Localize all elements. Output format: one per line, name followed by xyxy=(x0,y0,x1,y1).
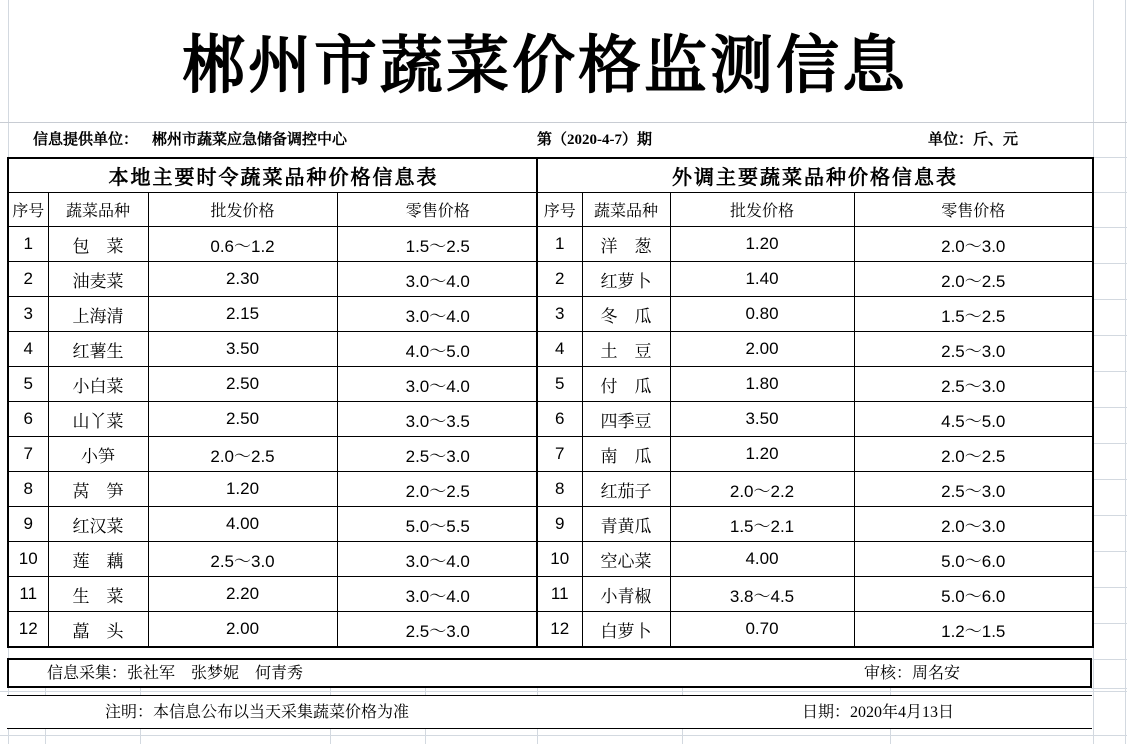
retail-price: 2.0～3.0 xyxy=(854,227,1093,262)
row-index: 10 xyxy=(537,542,582,577)
table-title: 本地主要时令蔬菜品种价格信息表 xyxy=(8,158,539,193)
row-index: 10 xyxy=(8,542,48,577)
row-index: 12 xyxy=(537,612,582,648)
retail-price: 5.0～6.0 xyxy=(854,542,1093,577)
row-index: 8 xyxy=(537,472,582,507)
table-row xyxy=(537,227,1093,262)
row-index: 5 xyxy=(537,367,582,402)
gridline xyxy=(1091,623,1127,624)
vegetable-name: 小白菜 xyxy=(48,367,148,402)
gridline xyxy=(1091,227,1127,228)
wholesale-price: 2.30 xyxy=(148,262,337,297)
wholesale-price: 2.50 xyxy=(148,402,337,437)
gridline xyxy=(1091,515,1127,516)
table-row xyxy=(537,612,1093,648)
gridline xyxy=(0,691,1127,692)
retail-price: 2.5～3.0 xyxy=(854,367,1093,402)
provider-label: 信息提供单位： xyxy=(33,132,139,148)
wholesale-price: 1.20 xyxy=(670,227,854,262)
retail-price: 3.0～4.0 xyxy=(337,367,539,402)
column-header: 序号 xyxy=(8,193,48,227)
unit-label: 单位：斤、元 xyxy=(928,132,1019,148)
reviewer-text: 审核：周名安 xyxy=(864,665,961,682)
column-header: 零售价格 xyxy=(337,193,539,227)
vegetable-name: 小青椒 xyxy=(582,577,670,612)
gridline xyxy=(1091,371,1127,372)
wholesale-price: 3.50 xyxy=(670,402,854,437)
table-row xyxy=(8,577,539,612)
retail-price: 3.0～4.0 xyxy=(337,542,539,577)
table-row xyxy=(8,297,539,332)
wholesale-price: 3.8～4.5 xyxy=(670,577,854,612)
table-row xyxy=(537,507,1093,542)
row-index: 6 xyxy=(8,402,48,437)
table-row xyxy=(537,262,1093,297)
wholesale-price: 2.0～2.5 xyxy=(148,437,337,472)
imported-prices-table xyxy=(536,157,1094,648)
wholesale-price: 4.00 xyxy=(670,542,854,577)
issue-number: 第（2020-4-7）期 xyxy=(537,132,652,148)
table-row xyxy=(8,262,539,297)
retail-price: 3.0～4.0 xyxy=(337,577,539,612)
vegetable-name: 小笋 xyxy=(48,437,148,472)
table-row xyxy=(8,542,539,577)
retail-price: 5.0～5.5 xyxy=(337,507,539,542)
table-header-row xyxy=(8,193,539,227)
row-index: 12 xyxy=(8,612,48,648)
table-row xyxy=(537,402,1093,437)
wholesale-price: 4.00 xyxy=(148,507,337,542)
vegetable-name: 生 菜 xyxy=(48,577,148,612)
retail-price: 1.5～2.5 xyxy=(337,227,539,262)
vegetable-name: 白萝卜 xyxy=(582,612,670,648)
retail-price: 3.0～4.0 xyxy=(337,262,539,297)
collectors-text: 信息采集：张社军 张梦妮 何青秀 xyxy=(47,665,304,682)
vegetable-name: 红茄子 xyxy=(582,472,670,507)
wholesale-price: 2.20 xyxy=(148,577,337,612)
row-index: 5 xyxy=(8,367,48,402)
wholesale-price: 2.50 xyxy=(148,367,337,402)
retail-price: 3.0～4.0 xyxy=(337,297,539,332)
wholesale-price: 1.20 xyxy=(670,437,854,472)
wholesale-price: 2.00 xyxy=(148,612,337,648)
gridline xyxy=(1091,192,1127,193)
wholesale-price: 0.70 xyxy=(670,612,854,648)
row-index: 3 xyxy=(537,297,582,332)
wholesale-price: 1.80 xyxy=(670,367,854,402)
info-bar xyxy=(0,122,1127,158)
vegetable-name: 冬 瓜 xyxy=(582,297,670,332)
retail-price: 4.0～5.0 xyxy=(337,332,539,367)
table-row xyxy=(537,367,1093,402)
table-row xyxy=(537,437,1093,472)
table-row xyxy=(8,507,539,542)
gridline xyxy=(1091,407,1127,408)
wholesale-price: 2.00 xyxy=(670,332,854,367)
retail-price: 2.5～3.0 xyxy=(337,612,539,648)
row-index: 2 xyxy=(537,262,582,297)
vegetable-name: 红薯生 xyxy=(48,332,148,367)
vegetable-name: 莲 藕 xyxy=(48,542,148,577)
retail-price: 2.0～2.5 xyxy=(854,262,1093,297)
wholesale-price: 3.50 xyxy=(148,332,337,367)
vegetable-name: 洋 葱 xyxy=(582,227,670,262)
row-index: 7 xyxy=(8,437,48,472)
gridline xyxy=(0,735,1127,736)
column-header: 蔬菜品种 xyxy=(48,193,148,227)
table-row xyxy=(8,437,539,472)
row-index: 4 xyxy=(537,332,582,367)
date-text: 日期：2020年4月13日 xyxy=(802,704,955,721)
vegetable-name: 青黄瓜 xyxy=(582,507,670,542)
table-row xyxy=(537,297,1093,332)
retail-price: 2.5～3.0 xyxy=(854,332,1093,367)
row-index: 6 xyxy=(537,402,582,437)
page-title: 郴州市蔬菜价格监测信息 xyxy=(182,31,908,101)
column-header: 批发价格 xyxy=(670,193,854,227)
table-row xyxy=(8,367,539,402)
column-header: 蔬菜品种 xyxy=(582,193,670,227)
gridline xyxy=(1091,479,1127,480)
row-index: 11 xyxy=(8,577,48,612)
provider-value: 郴州市蔬菜应急储备调控中心 xyxy=(152,132,348,148)
row-index: 1 xyxy=(8,227,48,262)
table-title-row xyxy=(8,158,539,193)
row-index: 9 xyxy=(8,507,48,542)
wholesale-price: 1.20 xyxy=(148,472,337,507)
row-index: 11 xyxy=(537,577,582,612)
column-header: 零售价格 xyxy=(854,193,1093,227)
retail-price: 3.0～3.5 xyxy=(337,402,539,437)
table-row xyxy=(8,402,539,437)
table-title: 外调主要蔬菜品种价格信息表 xyxy=(537,158,1093,193)
row-index: 8 xyxy=(8,472,48,507)
vegetable-name: 包 菜 xyxy=(48,227,148,262)
signature-band xyxy=(7,658,1092,688)
gridline xyxy=(1091,335,1127,336)
vegetable-name: 南 瓜 xyxy=(582,437,670,472)
row-index: 7 xyxy=(537,437,582,472)
local-prices-table xyxy=(7,157,540,648)
gridline xyxy=(1125,0,1126,744)
table-row xyxy=(8,472,539,507)
vegetable-name: 藠 头 xyxy=(48,612,148,648)
vegetable-name: 红汉菜 xyxy=(48,507,148,542)
table-title-row xyxy=(537,158,1093,193)
note-band xyxy=(7,695,1092,729)
retail-price: 1.2～1.5 xyxy=(854,612,1093,648)
vegetable-name: 付 瓜 xyxy=(582,367,670,402)
vegetable-name: 空心菜 xyxy=(582,542,670,577)
wholesale-price: 2.0～2.2 xyxy=(670,472,854,507)
table-row xyxy=(537,332,1093,367)
wholesale-price: 0.6～1.2 xyxy=(148,227,337,262)
retail-price: 5.0～6.0 xyxy=(854,577,1093,612)
retail-price: 1.5～2.5 xyxy=(854,297,1093,332)
table-row xyxy=(537,472,1093,507)
table-row xyxy=(8,612,539,648)
vegetable-name: 红萝卜 xyxy=(582,262,670,297)
column-header: 批发价格 xyxy=(148,193,337,227)
gridline xyxy=(1091,443,1127,444)
gridline xyxy=(1091,659,1127,660)
retail-price: 2.0～2.5 xyxy=(854,437,1093,472)
wholesale-price: 1.5～2.1 xyxy=(670,507,854,542)
table-row xyxy=(537,542,1093,577)
vegetable-name: 山丫菜 xyxy=(48,402,148,437)
gridline xyxy=(1091,263,1127,264)
note-text: 注明：本信息公布以当天采集蔬菜价格为准 xyxy=(105,704,410,721)
row-index: 4 xyxy=(8,332,48,367)
vegetable-name: 土 豆 xyxy=(582,332,670,367)
row-index: 1 xyxy=(537,227,582,262)
row-index: 2 xyxy=(8,262,48,297)
retail-price: 2.0～3.0 xyxy=(854,507,1093,542)
wholesale-price: 1.40 xyxy=(670,262,854,297)
retail-price: 2.0～2.5 xyxy=(337,472,539,507)
table-row xyxy=(537,577,1093,612)
vegetable-name: 四季豆 xyxy=(582,402,670,437)
retail-price: 2.5～3.0 xyxy=(854,472,1093,507)
wholesale-price: 2.5～3.0 xyxy=(148,542,337,577)
row-index: 3 xyxy=(8,297,48,332)
gridline xyxy=(1091,299,1127,300)
vegetable-name: 莴 笋 xyxy=(48,472,148,507)
wholesale-price: 2.15 xyxy=(148,297,337,332)
retail-price: 2.5～3.0 xyxy=(337,437,539,472)
retail-price: 4.5～5.0 xyxy=(854,402,1093,437)
gridline xyxy=(1091,587,1127,588)
table-row xyxy=(8,227,539,262)
gridline xyxy=(1091,688,1127,689)
row-index: 9 xyxy=(537,507,582,542)
wholesale-price: 0.80 xyxy=(670,297,854,332)
vegetable-name: 油麦菜 xyxy=(48,262,148,297)
table-row xyxy=(8,332,539,367)
table-header-row xyxy=(537,193,1093,227)
gridline xyxy=(1091,551,1127,552)
column-header: 序号 xyxy=(537,193,582,227)
vegetable-name: 上海清 xyxy=(48,297,148,332)
